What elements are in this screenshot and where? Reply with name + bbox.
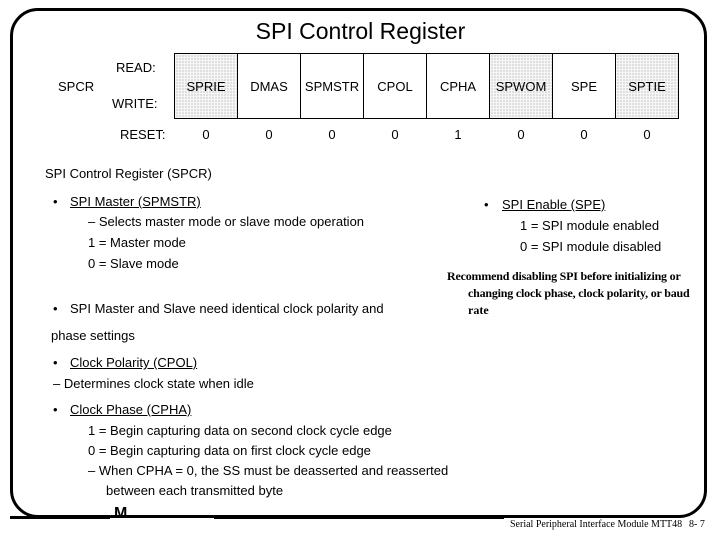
reset-cpha: 1 xyxy=(454,127,462,142)
bit-dmas: DMAS xyxy=(238,54,301,119)
bullet: • xyxy=(53,301,58,316)
bit-spmstr: SPMSTR xyxy=(301,54,364,119)
cpha-second-edge: 1 = Begin capturing data on second clock cycle edge xyxy=(88,423,392,438)
footer-caption: Serial Peripheral Interface Module MTT48 xyxy=(510,519,683,530)
read-label: READ: xyxy=(116,60,156,75)
reset-spwom: 0 xyxy=(517,127,525,142)
register-name: SPCR xyxy=(58,79,95,94)
footer-rule-right xyxy=(214,516,504,519)
page-number: 8- 7 xyxy=(689,519,705,530)
reset-spmstr: 0 xyxy=(328,127,336,142)
slide-title: SPI Control Register xyxy=(0,18,721,45)
cpha-ss-note-line1: – When CPHA = 0, the SS must be deasserted and reasserted xyxy=(88,463,449,478)
footer-logo: M xyxy=(114,505,128,522)
section-heading: SPI Control Register (SPCR) xyxy=(45,166,212,181)
bit-sprie: SPRIE xyxy=(175,54,238,119)
bit-spwom: SPWOM xyxy=(490,54,553,119)
cpha-first-edge: 0 = Begin capturing data on first clock cycle edge xyxy=(88,443,371,458)
identical-settings-line1: SPI Master and Slave need identical clock polarity and xyxy=(70,301,384,316)
spe-disabled: 0 = SPI module disabled xyxy=(520,239,662,254)
register-bit-table xyxy=(174,53,679,119)
reset-label: RESET: xyxy=(120,127,166,142)
bullet: • xyxy=(53,402,58,417)
reset-cpol: 0 xyxy=(391,127,399,142)
cpol-description: – Determines clock state when idle xyxy=(53,376,254,391)
recommendation-note-line3: rate xyxy=(468,303,489,317)
reset-sptie: 0 xyxy=(643,127,651,142)
bit-cpol: CPOL xyxy=(364,54,427,119)
bullet: • xyxy=(53,355,58,370)
recommendation-note-line1: Recommend disabling SPI before initializing or xyxy=(447,269,681,283)
spe-title: SPI Enable (SPE) xyxy=(502,197,606,212)
spe-enabled: 1 = SPI module enabled xyxy=(520,218,660,233)
bit-sptie: SPTIE xyxy=(616,54,679,119)
cpol-title: Clock Polarity (CPOL) xyxy=(70,355,198,370)
reset-sprie: 0 xyxy=(202,127,210,142)
bit-cpha: CPHA xyxy=(427,54,490,119)
reset-dmas: 0 xyxy=(265,127,273,142)
bit-spe: SPE xyxy=(553,54,616,119)
spmstr-title: SPI Master (SPMSTR) xyxy=(70,194,201,209)
spmstr-master-mode: 1 = Master mode xyxy=(88,235,186,250)
footer-rule-left xyxy=(10,516,110,519)
identical-settings-line2: phase settings xyxy=(51,328,135,343)
write-label: WRITE: xyxy=(112,96,158,111)
reset-spe: 0 xyxy=(580,127,588,142)
bullet: • xyxy=(484,197,489,212)
spmstr-slave-mode: 0 = Slave mode xyxy=(88,256,179,271)
spmstr-description: – Selects master mode or slave mode operation xyxy=(88,214,365,229)
bullet: • xyxy=(53,194,58,209)
cpha-ss-note-line2: between each transmitted byte xyxy=(106,483,284,498)
cpha-title: Clock Phase (CPHA) xyxy=(70,402,192,417)
recommendation-note-line2: changing clock phase, clock polarity, or baud xyxy=(468,286,690,300)
